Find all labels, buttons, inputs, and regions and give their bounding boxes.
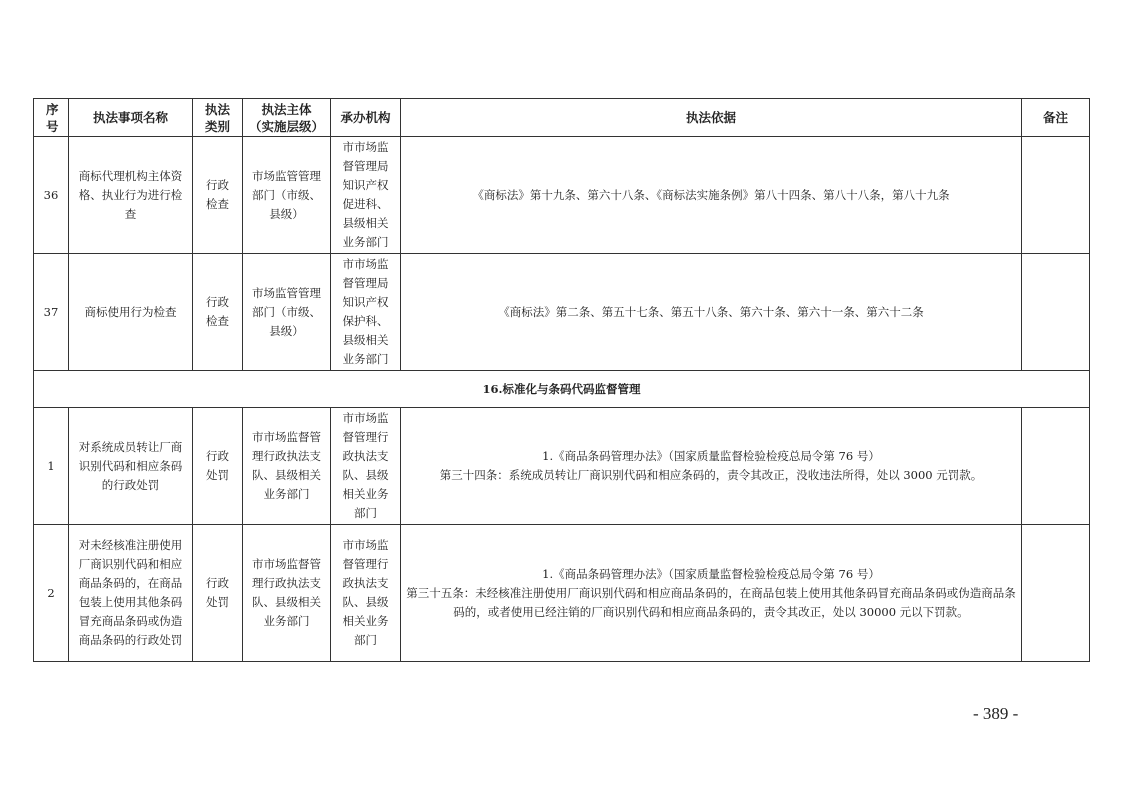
table-row — [34, 254, 1090, 371]
cell-seq: 36 — [34, 137, 69, 254]
header-name: 执法事项名称 — [69, 99, 193, 137]
cell-subject: 市市场监督管理行政执法支队、县级相关业务部门 — [243, 408, 331, 525]
table-row — [34, 137, 1090, 254]
section-title: 16.标准化与条码代码监督管理 — [34, 371, 1090, 408]
header-basis: 执法依据 — [401, 99, 1022, 137]
cell-org: 市市场监督管理局知识产权促进科、县级相关业务部门 — [331, 137, 401, 254]
enforcement-table — [33, 98, 1090, 662]
header-remark: 备注 — [1022, 99, 1090, 137]
cell-name: 商标代理机构主体资格、执业行为进行检查 — [69, 137, 193, 254]
table-row — [34, 525, 1090, 662]
header-org: 承办机构 — [331, 99, 401, 137]
cell-org: 市市场监督管理行政执法支队、县级相关业务部门 — [331, 525, 401, 662]
cell-name: 商标使用行为检查 — [69, 254, 193, 371]
basis-line: 第三十五条：未经核准注册使用厂商识别代码和相应商品条码的，在商品包装上使用其他条码冒充商品条码或伪造商品条码的，或者使用已经注销的厂商识别代码和相应商品条码的，责令其改正，处以 30000 元以下罚款。 — [406, 585, 1016, 619]
cell-basis — [401, 408, 1022, 525]
header-subject — [243, 99, 331, 137]
cell-category: 行政检查 — [193, 254, 243, 371]
header-row — [34, 99, 1090, 137]
cell-org: 市市场监督管理局知识产权保护科、县级相关业务部门 — [331, 254, 401, 371]
cell-seq: 1 — [34, 408, 69, 525]
cell-category: 行政处罚 — [193, 408, 243, 525]
cell-seq: 2 — [34, 525, 69, 662]
basis-line: 《商标法》第十九条、第六十八条、《商标法实施条例》第八十四条、第八十八条，第八十九条 — [472, 187, 950, 202]
cell-category: 行政处罚 — [193, 525, 243, 662]
cell-remark — [1022, 137, 1090, 254]
basis-line: 1.《商品条码管理办法》（国家质量监督检验检疫总局令第 76 号） — [542, 566, 880, 581]
section-row — [34, 371, 1090, 408]
basis-line: 第三十四条：系统成员转让厂商识别代码和相应条码的，责令其改正，没收违法所得，处以 3000 元罚款。 — [439, 468, 983, 482]
table-row — [34, 408, 1090, 525]
page-number: - 389 - — [973, 704, 1019, 723]
cell-name: 对未经核准注册使用厂商识别代码和相应商品条码的，在商品包装上使用其他条码冒充商品条码或伪造商品条码的行政处罚 — [69, 525, 193, 662]
cell-subject: 市市场监督管理行政执法支队、县级相关业务部门 — [243, 525, 331, 662]
basis-line: 1.《商品条码管理办法》（国家质量监督检验检疫总局令第 76 号） — [542, 449, 880, 463]
cell-subject: 市场监管管理部门（市级、县级） — [243, 254, 331, 371]
cell-org: 市市场监督管理行政执法支队、县级相关业务部门 — [331, 408, 401, 525]
header-subject-line1: 执法主体 — [261, 101, 312, 117]
header-subject-line2: （实施层级） — [248, 118, 324, 134]
cell-remark — [1022, 408, 1090, 525]
cell-name: 对系统成员转让厂商识别代码和相应条码的行政处罚 — [69, 408, 193, 525]
cell-basis — [401, 137, 1022, 254]
header-category: 执法类别 — [193, 99, 243, 137]
cell-category: 行政检查 — [193, 137, 243, 254]
cell-remark — [1022, 254, 1090, 371]
cell-basis — [401, 254, 1022, 371]
cell-seq: 37 — [34, 254, 69, 371]
cell-remark — [1022, 525, 1090, 662]
cell-subject: 市场监管管理部门（市级、县级） — [243, 137, 331, 254]
cell-basis — [401, 525, 1022, 662]
basis-line: 《商标法》第二条、第五十七条、第五十八条、第六十条、第六十一条、第六十二条 — [498, 304, 924, 319]
header-seq: 序号 — [34, 99, 69, 137]
